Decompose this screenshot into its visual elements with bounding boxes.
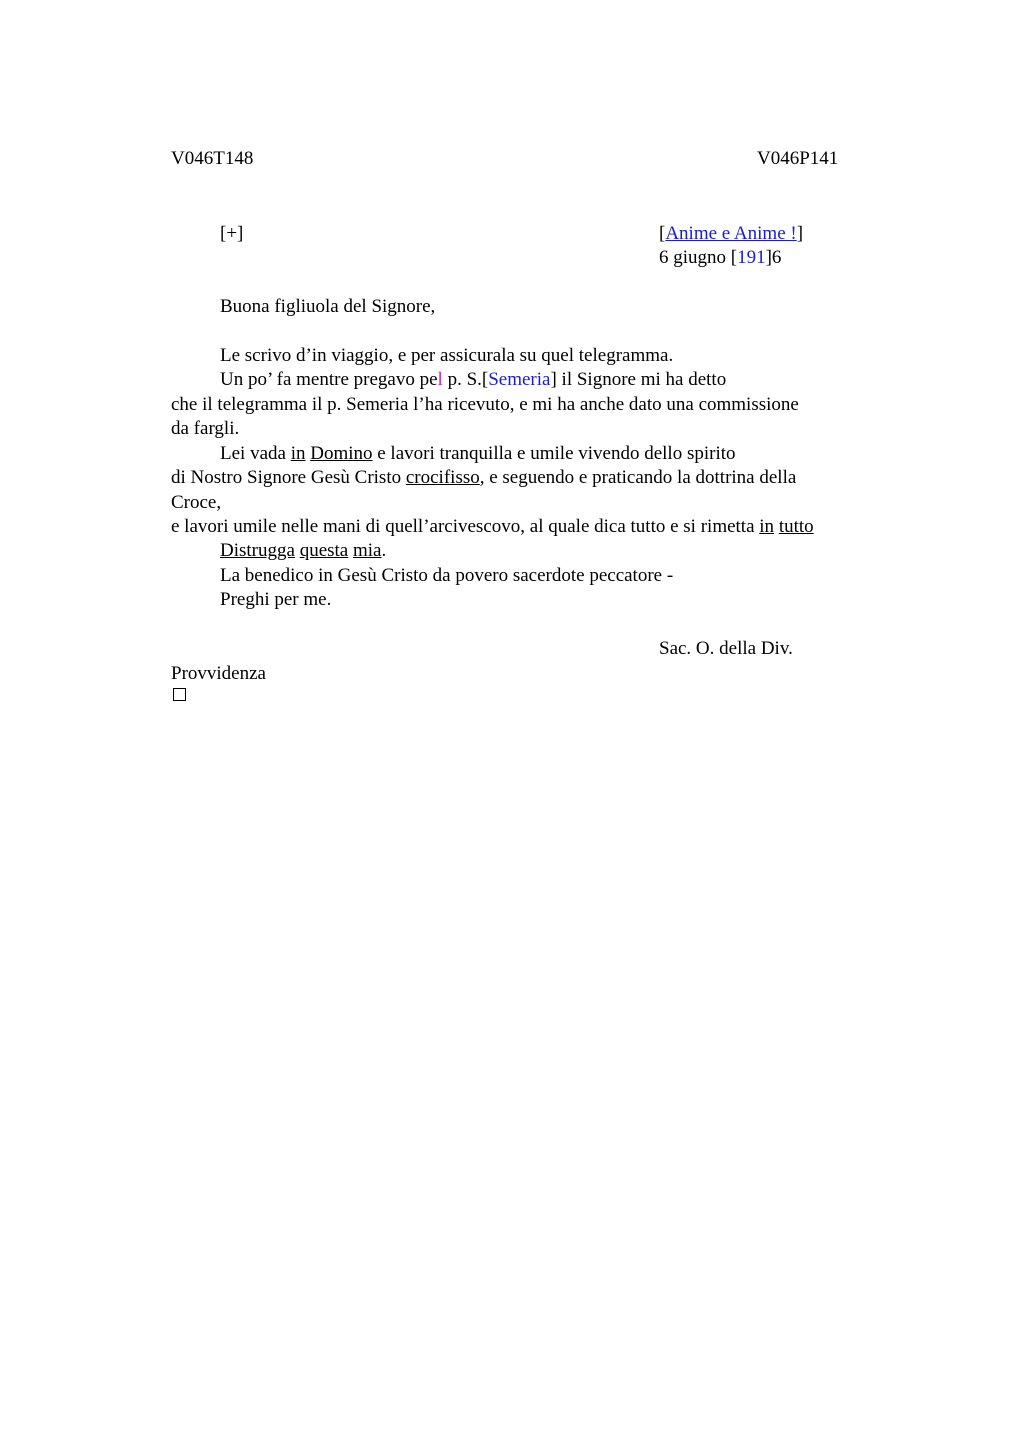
- paragraph-3-line-3: Croce,: [171, 492, 222, 513]
- p2-semeria: Semeria: [488, 369, 551, 390]
- signature-line-2: Provvidenza: [171, 663, 266, 684]
- p3-text-e: e lavori tranquilla e umile vivendo dello spirito: [372, 443, 736, 464]
- paragraph-2-line-2: che il telegramma il p. Semeria l’ha ricevuto, e mi ha anche dato una commissione: [171, 394, 799, 415]
- p3-text-a: Lei vada: [220, 443, 291, 464]
- p2-text-c: p. S.[: [442, 369, 489, 390]
- paragraph-4: [171, 517, 814, 536]
- paragraph-5: [220, 541, 386, 560]
- checkbox-icon: [173, 688, 186, 701]
- p3-crocifisso: crocifisso: [405, 467, 480, 488]
- p3-line2-a: di Nostro Signore Gesù Cristo: [171, 467, 406, 488]
- paragraph-6: La benedico in Gesù Cristo da povero sacerdote peccatore -: [220, 565, 674, 586]
- letter-date: [659, 248, 781, 267]
- paragraph-2-line-1: [220, 370, 726, 389]
- p5-period: .: [381, 540, 387, 561]
- p5-mia: mia: [352, 540, 382, 561]
- greeting: Buona figliuola del Signore,: [220, 296, 436, 317]
- letter-title: [659, 224, 803, 243]
- p2-text-e: ] il Signore mi ha detto: [550, 369, 727, 390]
- paragraph-3-line-1: [220, 444, 736, 463]
- cross-mark: [+]: [220, 223, 244, 244]
- p3-line2-c: , e seguendo e praticando la dottrina della: [479, 467, 797, 488]
- p4-text-a: e lavori umile nelle mani di quell’arcivescovo, al quale dica tutto e si rimetta: [171, 516, 760, 537]
- date-suffix: ]6: [765, 247, 782, 268]
- paragraph-1: Le scrivo d’in viaggio, e per assicurala su quel telegramma.: [220, 345, 674, 366]
- title-bracket-close: ]: [796, 223, 804, 244]
- document-code-right: V046P141: [757, 148, 839, 169]
- paragraph-3-line-2: [171, 468, 796, 487]
- p2-insert-l: l: [437, 369, 443, 390]
- document-code-left: V046T148: [171, 148, 254, 169]
- title-bracket-open: [: [659, 223, 666, 244]
- p5-distrugga: Distrugga: [220, 540, 295, 561]
- signature-line-1: Sac. O. della Div.: [659, 638, 793, 659]
- title-link[interactable]: Anime e Anime !: [665, 223, 797, 244]
- date-prefix: 6 giugno [: [659, 247, 738, 268]
- p4-in: in: [759, 516, 775, 537]
- p3-in: in: [290, 443, 306, 464]
- p4-tutto: tutto: [778, 516, 814, 537]
- p2-text-a: Un po’ fa mentre pregavo pe: [220, 369, 438, 390]
- date-year-insert: 191: [737, 247, 766, 268]
- paragraph-7: Preghi per me.: [220, 589, 332, 610]
- p3-domino: Domino: [310, 443, 373, 464]
- paragraph-2-line-3: da fargli.: [171, 418, 240, 439]
- p5-questa: questa: [299, 540, 349, 561]
